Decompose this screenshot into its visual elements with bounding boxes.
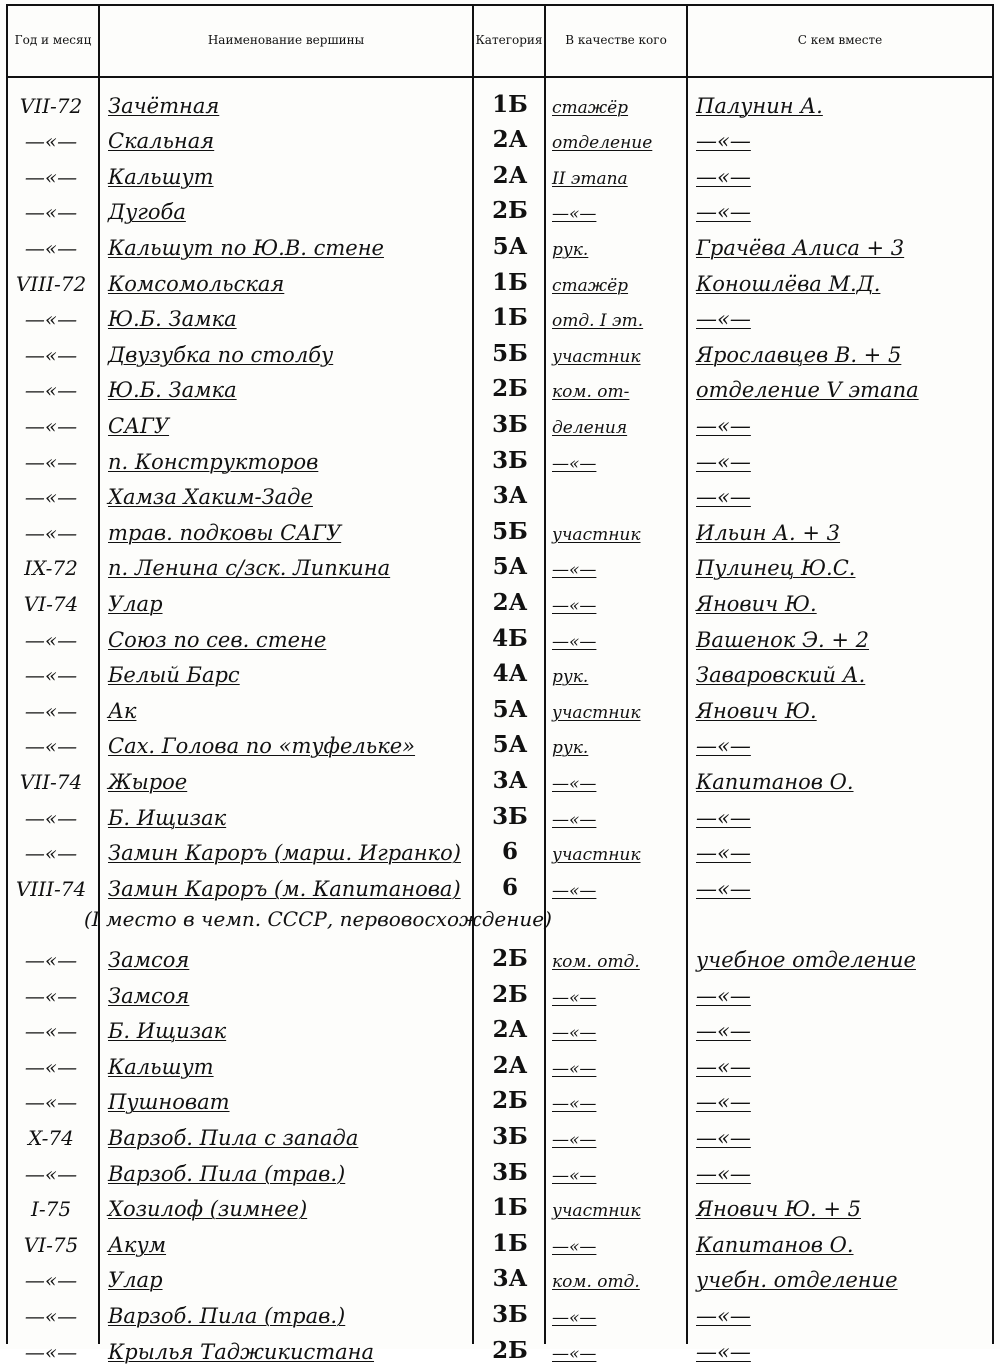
row-category: 2Б xyxy=(492,197,528,225)
row-date: VIII-72 xyxy=(15,271,87,296)
row-date: —«— xyxy=(24,805,78,830)
row-companions: —«— xyxy=(696,413,751,438)
row-category: 2Б xyxy=(492,1087,528,1115)
table-row xyxy=(6,618,994,654)
row-category: 1Б xyxy=(492,90,528,118)
row-role: стажёр xyxy=(552,97,629,118)
row-companions: —«— xyxy=(696,164,751,189)
table-row xyxy=(6,155,994,191)
row-category: 2А xyxy=(492,161,528,189)
row-companions: Янович Ю. + 5 xyxy=(696,1197,861,1222)
row-date: VII-72 xyxy=(19,93,83,118)
header-date: Год и месяц xyxy=(14,32,92,47)
table-row xyxy=(6,547,994,583)
row-role: стажёр xyxy=(552,275,629,296)
row-date: —«— xyxy=(24,342,78,367)
row-companions: Заваровский А. xyxy=(696,663,866,688)
row-role: —«— xyxy=(552,1058,597,1079)
row-peak-name: Двузубка по столбу xyxy=(108,342,334,367)
row-category: 2А xyxy=(492,1051,528,1079)
table-row xyxy=(6,654,994,690)
row-role xyxy=(548,476,686,512)
row-companions: —«— xyxy=(696,876,751,901)
row-date: X-74 xyxy=(28,1125,74,1150)
table-row xyxy=(6,582,994,618)
row-companions: —«— xyxy=(696,1019,751,1044)
row-category: 5А xyxy=(492,731,528,759)
row-peak-name: Замин Кароръ (марш. Игранко) xyxy=(108,841,461,866)
row-companions: Пулинец Ю.С. xyxy=(696,556,856,581)
row-category: 3Б xyxy=(492,446,528,474)
row-peak-name: Улар xyxy=(108,591,163,616)
row-peak-name: САГУ xyxy=(108,413,170,438)
row-role: рук. xyxy=(552,667,589,688)
table-row xyxy=(6,191,994,227)
table-row xyxy=(6,262,994,298)
row-peak-name: Скальная xyxy=(108,129,215,154)
table-row xyxy=(6,226,994,262)
table-row xyxy=(6,84,994,120)
row-category: 1Б xyxy=(492,1229,528,1257)
row-role: —«— xyxy=(552,1343,597,1364)
row-category: 5Б xyxy=(492,517,528,545)
row-date: VI-75 xyxy=(23,1232,79,1257)
row-peak-name: Сах. Голова по «туфельке» xyxy=(108,734,416,759)
row-role: II этапа xyxy=(552,168,628,189)
row-role: —«— xyxy=(552,987,597,1008)
header-with: С кем вместе xyxy=(797,32,883,47)
row-peak-name: Белый Барс xyxy=(108,663,240,688)
table-row xyxy=(6,974,994,1010)
row-peak-name: Улар xyxy=(108,1268,163,1293)
row-companions: Капитанов О. xyxy=(696,769,854,794)
table-row xyxy=(6,1045,994,1081)
row-date: —«— xyxy=(24,841,78,866)
row-companions: —«— xyxy=(696,1090,751,1115)
row-peak-name: Крылья Таджикистана xyxy=(108,1339,375,1364)
row-role: участник xyxy=(552,702,641,723)
row-category: 3Б xyxy=(492,410,528,438)
row-category: 3А xyxy=(492,1265,528,1293)
row-companions: —«— xyxy=(696,805,751,830)
row-date: —«— xyxy=(24,947,78,972)
row-role: рук. xyxy=(552,239,589,260)
row-peak-name: Хамза Хаким-Заде xyxy=(108,485,313,510)
row-role: —«— xyxy=(552,1129,597,1150)
row-role: —«— xyxy=(552,1165,597,1186)
row-role: —«— xyxy=(552,453,597,474)
table-row xyxy=(6,404,994,440)
row-peak-name: Зачётная xyxy=(108,93,220,118)
table-row xyxy=(6,938,994,974)
table-row xyxy=(6,298,994,334)
row-peak-name: Акум xyxy=(108,1232,167,1257)
row-peak-name: Ю.Б. Замка xyxy=(108,378,237,403)
row-date: —«— xyxy=(24,1268,78,1293)
table-row xyxy=(6,333,994,369)
header-category: Категория xyxy=(475,32,543,47)
row-date: —«— xyxy=(24,200,78,225)
record-note: (I место в чемп. СССР, первовосхождение) xyxy=(84,906,552,931)
row-date: —«— xyxy=(24,378,78,403)
row-companions: —«— xyxy=(696,129,751,154)
row-date: —«— xyxy=(24,129,78,154)
table-row xyxy=(6,1116,994,1152)
row-peak-name: Союз по сев. стене xyxy=(108,627,327,652)
row-role: —«— xyxy=(552,809,597,830)
table-row xyxy=(6,1259,994,1295)
row-category: 4Б xyxy=(492,624,528,652)
row-peak-name: Варзоб. Пила (трав.) xyxy=(108,1161,346,1186)
row-category: 5А xyxy=(492,553,528,581)
row-companions: Капитанов О. xyxy=(696,1232,854,1257)
row-date: —«— xyxy=(24,307,78,332)
row-role: отд. I эт. xyxy=(552,311,644,332)
table-row xyxy=(6,796,994,832)
row-category: 5Б xyxy=(492,339,528,367)
row-role: рук. xyxy=(552,738,589,759)
row-date: —«— xyxy=(24,1303,78,1328)
row-peak-name: п. Конструкторов xyxy=(108,449,319,474)
row-date: —«— xyxy=(24,413,78,438)
row-role: —«— xyxy=(552,1236,597,1257)
row-date: VII-74 xyxy=(19,769,83,794)
row-companions: Коношлёва М.Д. xyxy=(696,271,881,296)
row-peak-name: Кальшут xyxy=(108,164,214,189)
row-role: —«— xyxy=(552,1023,597,1044)
row-companions: учебн. отделение xyxy=(696,1268,898,1293)
logbook-table xyxy=(6,4,994,1364)
row-peak-name: Варзоб. Пила (трав.) xyxy=(108,1303,346,1328)
table-row xyxy=(6,725,994,761)
table-row xyxy=(6,1330,994,1366)
row-peak-name: Замсоя xyxy=(108,983,190,1008)
row-category: 6 xyxy=(501,873,518,901)
row-companions: Грачёва Алиса + 3 xyxy=(696,235,905,260)
row-category: 6 xyxy=(501,838,518,866)
row-companions: —«— xyxy=(696,449,751,474)
row-category: 5А xyxy=(492,232,528,260)
row-role: отделение xyxy=(552,133,653,154)
table-row xyxy=(6,440,994,476)
row-date: I-75 xyxy=(30,1197,72,1222)
row-role: участник xyxy=(552,346,641,367)
row-date: —«— xyxy=(24,663,78,688)
row-role: —«— xyxy=(552,880,597,901)
row-category: 3Б xyxy=(492,802,528,830)
row-peak-name: Жырое xyxy=(108,769,188,794)
row-date: —«— xyxy=(24,983,78,1008)
row-companions: отделение V этапа xyxy=(696,378,919,403)
row-role: —«— xyxy=(552,204,597,225)
table-row xyxy=(6,1010,994,1046)
row-date: —«— xyxy=(24,164,78,189)
row-date: IX-72 xyxy=(24,556,78,581)
row-role: участник xyxy=(552,524,641,545)
row-role: участник xyxy=(552,845,641,866)
row-peak-name: Комсомольская xyxy=(108,271,285,296)
row-role: —«— xyxy=(552,1094,597,1115)
table-row xyxy=(6,476,994,512)
table-row xyxy=(6,689,994,725)
row-role: —«— xyxy=(552,1307,597,1328)
table-row xyxy=(6,1152,994,1188)
table-row xyxy=(6,867,994,903)
row-companions: Янович Ю. xyxy=(696,698,817,723)
row-category: 3Б xyxy=(492,1300,528,1328)
row-date: —«— xyxy=(24,627,78,652)
row-category: 3А xyxy=(492,482,528,510)
row-peak-name: Б. Ищизак xyxy=(108,1019,227,1044)
row-category: 2А xyxy=(492,1016,528,1044)
row-role: ком. отд. xyxy=(552,1272,640,1293)
row-peak-name: Ю.Б. Замка xyxy=(108,307,237,332)
row-role: —«— xyxy=(552,560,597,581)
row-companions: —«— xyxy=(696,983,751,1008)
table-row xyxy=(6,832,994,868)
row-peak-name: Замсоя xyxy=(108,947,190,972)
row-peak-name: Ак xyxy=(108,698,137,723)
row-date: VI-74 xyxy=(23,591,79,616)
row-companions: учебное отделение xyxy=(696,947,916,972)
row-date: —«— xyxy=(24,734,78,759)
row-date: —«— xyxy=(24,520,78,545)
row-companions: Ярославцев В. + 5 xyxy=(696,342,902,367)
row-role: —«— xyxy=(552,631,597,652)
table-row xyxy=(6,511,994,547)
row-peak-name: трав. подковы САГУ xyxy=(108,520,342,545)
row-companions: —«— xyxy=(696,1054,751,1079)
row-companions: —«— xyxy=(696,841,751,866)
row-category: 2Б xyxy=(492,980,528,1008)
row-companions: —«— xyxy=(696,485,751,510)
header-role: В качестве кого xyxy=(565,32,667,47)
row-category: 3Б xyxy=(492,1158,528,1186)
row-category: 3Б xyxy=(492,1122,528,1150)
row-date: —«— xyxy=(24,235,78,260)
row-companions: —«— xyxy=(696,307,751,332)
row-companions: Ильин А. + 3 xyxy=(696,520,841,545)
row-date: —«— xyxy=(24,449,78,474)
row-companions: Янович Ю. xyxy=(696,591,817,616)
table-row xyxy=(6,1188,994,1224)
row-companions: Палунин А. xyxy=(696,93,823,118)
row-companions: —«— xyxy=(696,200,751,225)
row-date: —«— xyxy=(24,1339,78,1364)
row-date: VIII-74 xyxy=(15,876,87,901)
row-peak-name: п. Ленина с/зск. Липкина xyxy=(108,556,391,581)
row-date: —«— xyxy=(24,698,78,723)
row-role: деления xyxy=(552,417,628,438)
table-row xyxy=(6,369,994,405)
row-peak-name: Пушноват xyxy=(108,1090,230,1115)
row-peak-name: Замин Кароръ (м. Капитанова) xyxy=(108,876,461,901)
row-category: 2А xyxy=(492,588,528,616)
row-peak-name: Кальшут xyxy=(108,1054,214,1079)
row-role: ком. от- xyxy=(552,382,630,403)
table-row xyxy=(6,1223,994,1259)
row-peak-name: Б. Ищизак xyxy=(108,805,227,830)
table-row xyxy=(6,1294,994,1330)
row-category: 1Б xyxy=(492,268,528,296)
header-divider xyxy=(6,76,994,78)
row-companions: Вашенок Э. + 2 xyxy=(696,627,870,652)
row-companions: —«— xyxy=(696,1125,751,1150)
row-category: 5А xyxy=(492,695,528,723)
row-category: 2А xyxy=(492,126,528,154)
header-name: Наименование вершины xyxy=(207,32,365,47)
row-companions: —«— xyxy=(696,1161,751,1186)
row-companions: —«— xyxy=(696,734,751,759)
table-row xyxy=(6,760,994,796)
row-category: 1Б xyxy=(492,304,528,332)
row-category: 1Б xyxy=(492,1194,528,1222)
row-date: —«— xyxy=(24,1019,78,1044)
row-date: —«— xyxy=(24,1090,78,1115)
row-companions: —«— xyxy=(696,1303,751,1328)
row-peak-name: Кальшут по Ю.В. стене xyxy=(108,235,384,260)
row-category: 2Б xyxy=(492,375,528,403)
row-date: —«— xyxy=(24,1054,78,1079)
row-role: —«— xyxy=(552,773,597,794)
row-peak-name: Варзоб. Пила с запада xyxy=(108,1125,359,1150)
row-date: —«— xyxy=(24,485,78,510)
row-role: —«— xyxy=(552,595,597,616)
row-peak-name: Хозилоф (зимнее) xyxy=(108,1197,308,1222)
row-role: участник xyxy=(552,1201,641,1222)
row-category: 2Б xyxy=(492,1336,528,1364)
table-row xyxy=(6,120,994,156)
row-category: 4А xyxy=(492,660,528,688)
table-row xyxy=(6,1081,994,1117)
row-category: 3А xyxy=(492,766,528,794)
row-companions: —«— xyxy=(696,1339,751,1364)
row-peak-name: Дугоба xyxy=(108,200,186,225)
row-role: ком. отд. xyxy=(552,951,640,972)
row-date: —«— xyxy=(24,1161,78,1186)
row-category: 2Б xyxy=(492,944,528,972)
